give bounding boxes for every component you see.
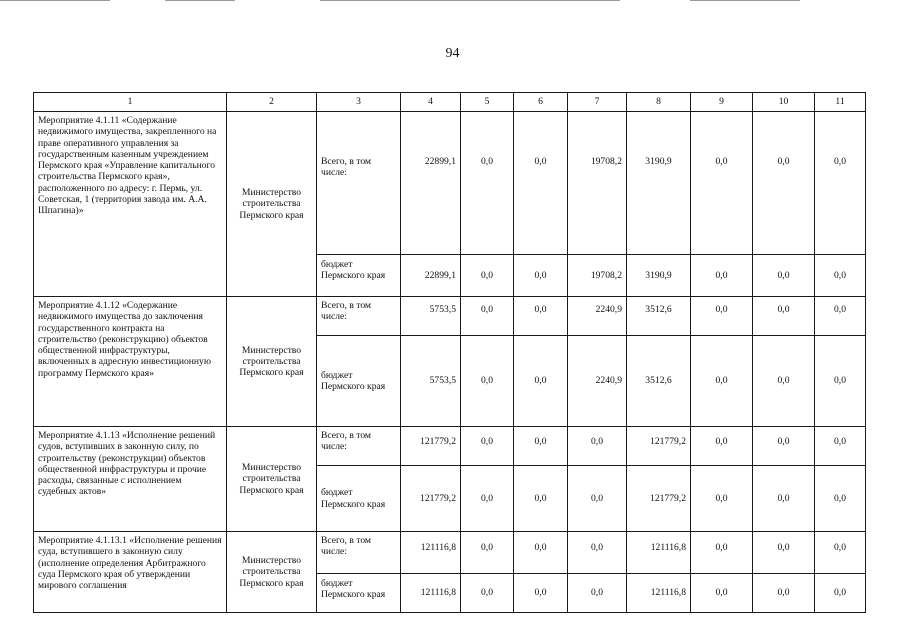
- funding-source-label: бюджет Пермского края: [317, 255, 401, 297]
- value-cell: 3190,9: [627, 112, 691, 255]
- value-cell: 0,0: [461, 336, 514, 427]
- table-row: [34, 112, 866, 255]
- value-cell: 0,0: [691, 112, 753, 255]
- funding-source-label: Всего, в том числе:: [317, 427, 401, 466]
- value-cell: 0,0: [691, 574, 753, 613]
- value-cell: 0,0: [815, 427, 866, 466]
- value-cell: 0,0: [461, 297, 514, 336]
- header-cell: 3: [317, 93, 401, 112]
- value-cell: 0,0: [815, 532, 866, 574]
- value-cell: 3512,6: [627, 297, 691, 336]
- page-number: 94: [445, 46, 460, 61]
- header-cell: 2: [227, 93, 317, 112]
- value-cell: 0,0: [514, 427, 568, 466]
- value-cell: 0,0: [815, 297, 866, 336]
- funding-source-label: бюджет Пермского края: [317, 574, 401, 613]
- value-cell: 0,0: [815, 255, 866, 297]
- value-cell: 121779,2: [627, 466, 691, 532]
- executor-cell: Министерство строительства Пермского края: [227, 112, 317, 297]
- funding-source-label: Всего, в том числе:: [317, 297, 401, 336]
- value-cell: 0,0: [461, 255, 514, 297]
- value-cell: 22899,1: [401, 255, 461, 297]
- value-cell: 0,0: [461, 466, 514, 532]
- value-cell: 0,0: [514, 466, 568, 532]
- header-cell: 9: [691, 93, 753, 112]
- value-cell: 121116,8: [401, 532, 461, 574]
- value-cell: 0,0: [514, 112, 568, 255]
- header-cell: 8: [627, 93, 691, 112]
- value-cell: 0,0: [568, 466, 627, 532]
- table-header-row: [34, 93, 866, 112]
- executor-cell: Министерство строительства Пермского края: [227, 297, 317, 427]
- header-cell: 10: [753, 93, 815, 112]
- value-cell: 3512,6: [627, 336, 691, 427]
- value-cell: 0,0: [461, 574, 514, 613]
- value-cell: 0,0: [753, 532, 815, 574]
- value-cell: 0,0: [753, 255, 815, 297]
- value-cell: 0,0: [815, 336, 866, 427]
- header-cell: 1: [34, 93, 227, 112]
- value-cell: 0,0: [514, 532, 568, 574]
- program-measures-table: [33, 92, 866, 613]
- value-cell: 0,0: [691, 336, 753, 427]
- value-cell: 0,0: [461, 532, 514, 574]
- value-cell: 0,0: [514, 255, 568, 297]
- value-cell: 121116,8: [627, 532, 691, 574]
- value-cell: 0,0: [461, 427, 514, 466]
- header-cell: 6: [514, 93, 568, 112]
- value-cell: 0,0: [568, 427, 627, 466]
- value-cell: 0,0: [753, 336, 815, 427]
- value-cell: 22899,1: [401, 112, 461, 255]
- executor-cell: Министерство строительства Пермского края: [227, 532, 317, 613]
- value-cell: 5753,5: [401, 297, 461, 336]
- measure-title: Мероприятие 4.1.11 «Содержание недвижимого имущества, закрепленного на праве оперативного управления за государственным казенным учреждением Пермского края «Управление капитального строительства Пермского края», расположенного по адресу: г. Пермь, ул. Советская, 1 (территория завода им. А.А. Шпагина)»: [34, 112, 227, 297]
- value-cell: 0,0: [514, 574, 568, 613]
- value-cell: 5753,5: [401, 336, 461, 427]
- value-cell: 19708,2: [568, 255, 627, 297]
- value-cell: 19708,2: [568, 112, 627, 255]
- scan-edge-left: [0, 0, 110, 1]
- value-cell: 0,0: [691, 532, 753, 574]
- value-cell: 0,0: [691, 466, 753, 532]
- header-cell: 7: [568, 93, 627, 112]
- table-row: [34, 427, 866, 466]
- executor-cell: Министерство строительства Пермского края: [227, 427, 317, 532]
- table-row: [34, 532, 866, 574]
- value-cell: 2240,9: [568, 336, 627, 427]
- scan-edge-center: [320, 0, 620, 1]
- value-cell: 0,0: [568, 532, 627, 574]
- value-cell: 0,0: [753, 466, 815, 532]
- value-cell: 121116,8: [401, 574, 461, 613]
- value-cell: 0,0: [691, 297, 753, 336]
- measure-title: Мероприятие 4.1.13.1 «Исполнение решения суда, вступившего в законную силу (исполнение определения Арбитражного суда Пермского края об утверждении мирового соглашения: [34, 532, 227, 613]
- funding-source-label: Всего, в том числе:: [317, 112, 401, 255]
- scan-edge-mid: [165, 0, 235, 1]
- value-cell: 0,0: [461, 112, 514, 255]
- value-cell: 0,0: [753, 297, 815, 336]
- measure-title: Мероприятие 4.1.12 «Содержание недвижимого имущества до заключения государственного контракта на строительство (реконструкцию) объектов общественной инфраструктуры, включенных в адресную инвестиционную программу Пермского края»: [34, 297, 227, 427]
- value-cell: 2240,9: [568, 297, 627, 336]
- value-cell: 121779,2: [401, 427, 461, 466]
- value-cell: 0,0: [753, 574, 815, 613]
- value-cell: 0,0: [753, 112, 815, 255]
- value-cell: 0,0: [815, 574, 866, 613]
- value-cell: 0,0: [691, 255, 753, 297]
- value-cell: 0,0: [514, 297, 568, 336]
- value-cell: 0,0: [815, 466, 866, 532]
- header-cell: 5: [461, 93, 514, 112]
- value-cell: 121116,8: [627, 574, 691, 613]
- value-cell: 121779,2: [401, 466, 461, 532]
- funding-source-label: бюджет Пермского края: [317, 336, 401, 427]
- table-row: [34, 297, 866, 336]
- scan-edge-right: [690, 0, 800, 1]
- measure-title: Мероприятие 4.1.13 «Исполнение решений судов, вступивших в законную силу, по строительству (реконструкции) объектов общественной инфраструктуры и прочие расходы, связанные с исполнением судебных актов»: [34, 427, 227, 532]
- value-cell: 0,0: [691, 427, 753, 466]
- value-cell: 0,0: [514, 336, 568, 427]
- funding-source-label: Всего, в том числе:: [317, 532, 401, 574]
- value-cell: 3190,9: [627, 255, 691, 297]
- funding-source-label: бюджет Пермского края: [317, 466, 401, 532]
- header-cell: 4: [401, 93, 461, 112]
- value-cell: 0,0: [815, 112, 866, 255]
- value-cell: 121779,2: [627, 427, 691, 466]
- value-cell: 0,0: [568, 574, 627, 613]
- value-cell: 0,0: [753, 427, 815, 466]
- header-cell: 11: [815, 93, 866, 112]
